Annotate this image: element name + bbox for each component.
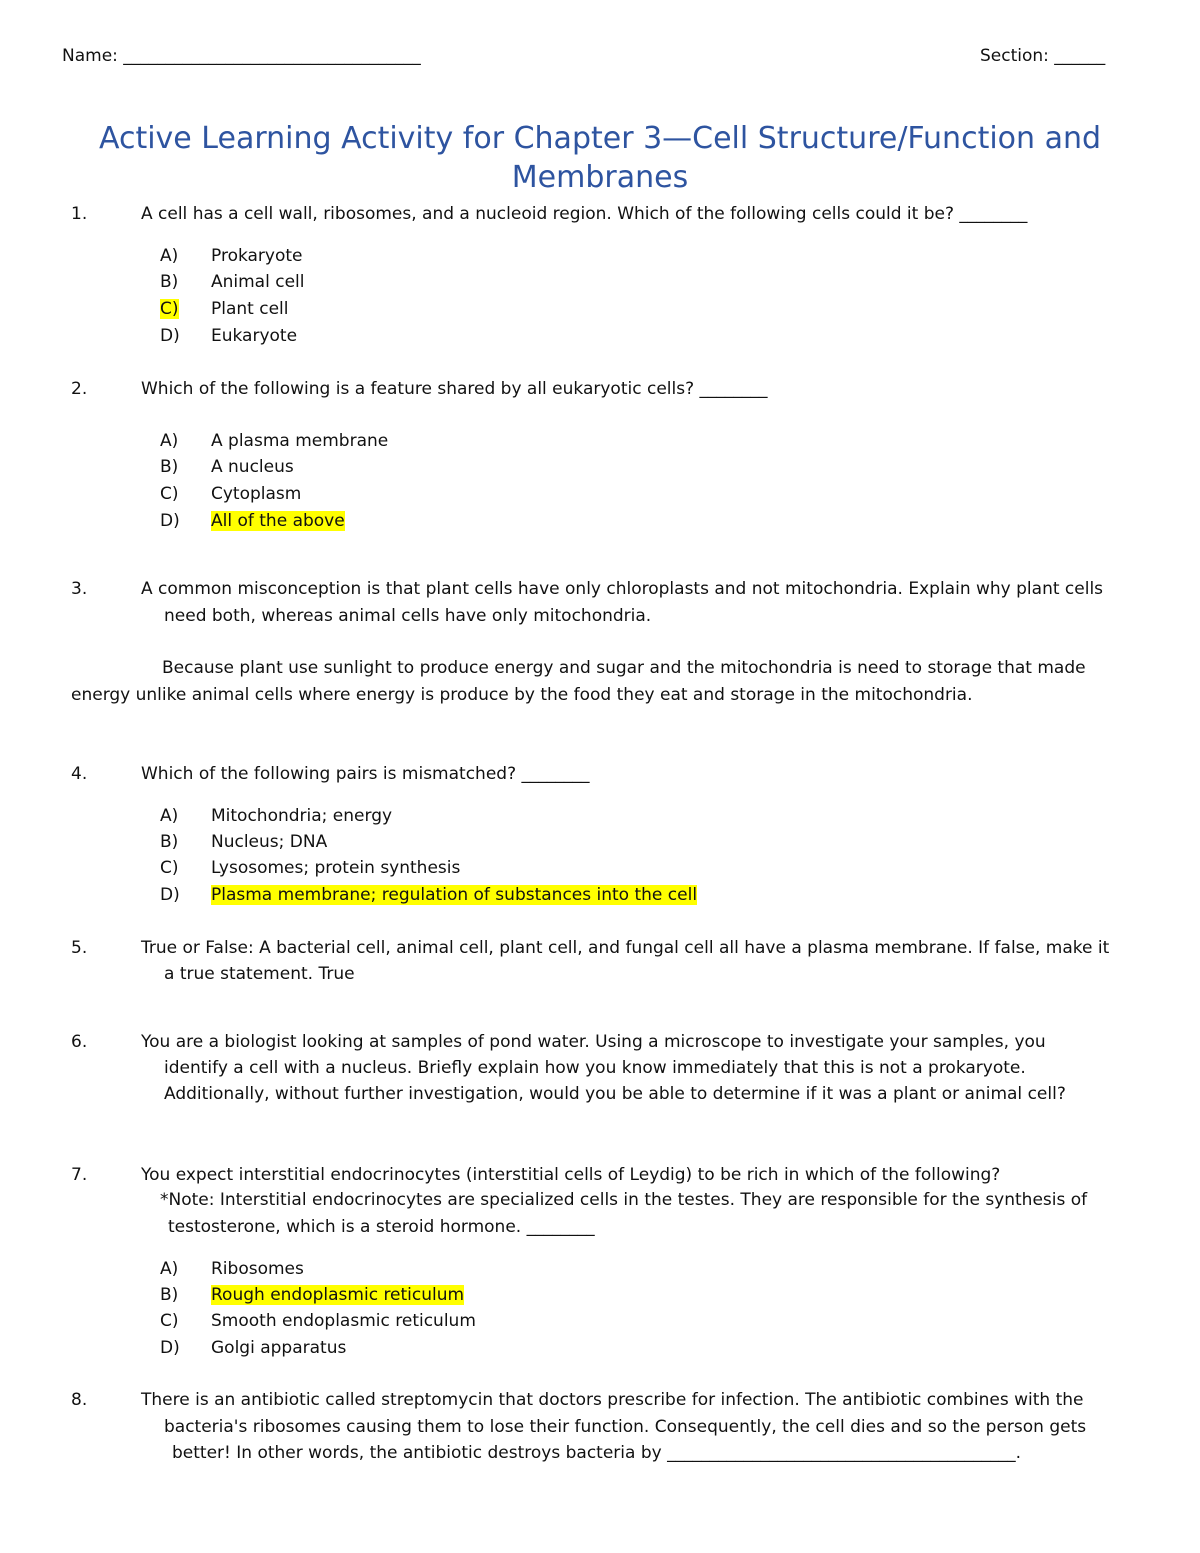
- q6-number: 6.: [71, 1032, 88, 1052]
- q5-line-1: True or False: A bacterial cell, animal cell, plant cell, and fungal cell all have a plasma membrane. If false, make it: [141, 938, 1110, 958]
- q1-option-b: Animal cell: [211, 272, 305, 292]
- q7-option-d: Golgi apparatus: [211, 1338, 347, 1358]
- q5-line-2: a true statement. True: [164, 964, 355, 984]
- q4-option-d-letter: D): [160, 885, 180, 905]
- q2-number: 2.: [71, 379, 88, 399]
- q8-line-2: bacteria's ribosomes causing them to lose their function. Consequently, the cell dies and so the person gets: [164, 1417, 1087, 1437]
- q2-option-b-letter: B): [160, 457, 179, 477]
- q1-option-c: Plant cell: [211, 299, 289, 319]
- page-title-line-1: Active Learning Activity for Chapter 3—Cell Structure/Function and: [98, 121, 1102, 156]
- q2-option-c-letter: C): [160, 484, 179, 504]
- q7-line-1: You expect interstitial endocrinocytes (interstitial cells of Leydig) to be rich in which of the following?: [141, 1165, 1001, 1185]
- q1-option-a-letter: A): [160, 246, 179, 266]
- q7-option-c: Smooth endoplasmic reticulum: [211, 1311, 476, 1331]
- q4-option-c-letter: C): [160, 858, 179, 878]
- q3-line-1: A common misconception is that plant cells have only chloroplasts and not mitochondria. Explain why plant cells: [141, 579, 1104, 599]
- q7-line-2: *Note: Interstitial endocrinocytes are specialized cells in the testes. They are responsible for the synthesis of: [160, 1190, 1088, 1210]
- q4-number: 4.: [71, 764, 88, 784]
- q2-option-a: A plasma membrane: [211, 431, 389, 451]
- q7-option-d-letter: D): [160, 1338, 180, 1358]
- q8-line-3: better! In other words, the antibiotic destroys bacteria by _________________________________________.: [172, 1443, 1022, 1463]
- q1-option-d: Eukaryote: [211, 326, 298, 346]
- q2-option-c: Cytoplasm: [211, 484, 302, 504]
- q8-line-1: There is an antibiotic called streptomycin that doctors prescribe for infection. The antibiotic combines with the: [141, 1390, 1084, 1410]
- q3-number: 3.: [71, 579, 88, 599]
- q2-option-d-letter: D): [160, 511, 180, 531]
- q7-option-c-letter: C): [160, 1311, 179, 1331]
- q4-option-a: Mitochondria; energy: [211, 806, 393, 826]
- q3-answer-line-1: Because plant use sunlight to produce energy and sugar and the mitochondria is need to storage that made: [162, 658, 1086, 678]
- q3-line-2: need both, whereas animal cells have only mitochondria.: [164, 606, 652, 626]
- q1-option-a: Prokaryote: [211, 246, 303, 266]
- q4-option-c: Lysosomes; protein synthesis: [211, 858, 461, 878]
- q4-option-d: Plasma membrane; regulation of substances into the cell: [211, 885, 698, 905]
- q7-line-3: testosterone, which is a steroid hormone. ________: [168, 1217, 595, 1237]
- q2-text: Which of the following is a feature shared by all eukaryotic cells? ________: [141, 379, 768, 399]
- page-title-line-2: Membranes: [511, 160, 689, 195]
- q1-text: A cell has a cell wall, ribosomes, and a nucleoid region. Which of the following cells could it be? ________: [141, 204, 1028, 224]
- q4-text: Which of the following pairs is mismatched? ________: [141, 764, 590, 784]
- q7-option-a-letter: A): [160, 1259, 179, 1279]
- q1-option-b-letter: B): [160, 272, 179, 292]
- q6-line-2: identify a cell with a nucleus. Briefly explain how you know immediately that this is not a prokaryote.: [164, 1058, 1026, 1078]
- section-field-label: Section: ______: [980, 46, 1106, 66]
- name-field-label: Name: ___________________________________: [62, 46, 421, 66]
- q7-option-b: Rough endoplasmic reticulum: [211, 1285, 465, 1305]
- q8-number: 8.: [71, 1390, 88, 1410]
- q7-option-a: Ribosomes: [211, 1259, 304, 1279]
- q4-option-a-letter: A): [160, 806, 179, 826]
- q6-line-3: Additionally, without further investigation, would you be able to determine if it was a plant or animal cell?: [164, 1084, 1066, 1104]
- q6-line-1: You are a biologist looking at samples of pond water. Using a microscope to investigate your samples, you: [141, 1032, 1046, 1052]
- q4-option-b: Nucleus; DNA: [211, 832, 328, 852]
- q7-option-b-letter: B): [160, 1285, 179, 1305]
- q1-number: 1.: [71, 204, 88, 224]
- q3-answer-line-2: energy unlike animal cells where energy is produce by the food they eat and storage in the mitochondria.: [71, 685, 973, 705]
- q1-option-c-letter: C): [160, 299, 179, 319]
- q2-option-d: All of the above: [211, 511, 345, 531]
- q7-number: 7.: [71, 1165, 88, 1185]
- q2-option-b: A nucleus: [211, 457, 294, 477]
- q4-option-b-letter: B): [160, 832, 179, 852]
- q5-number: 5.: [71, 938, 88, 958]
- q1-option-d-letter: D): [160, 326, 180, 346]
- q2-option-a-letter: A): [160, 431, 179, 451]
